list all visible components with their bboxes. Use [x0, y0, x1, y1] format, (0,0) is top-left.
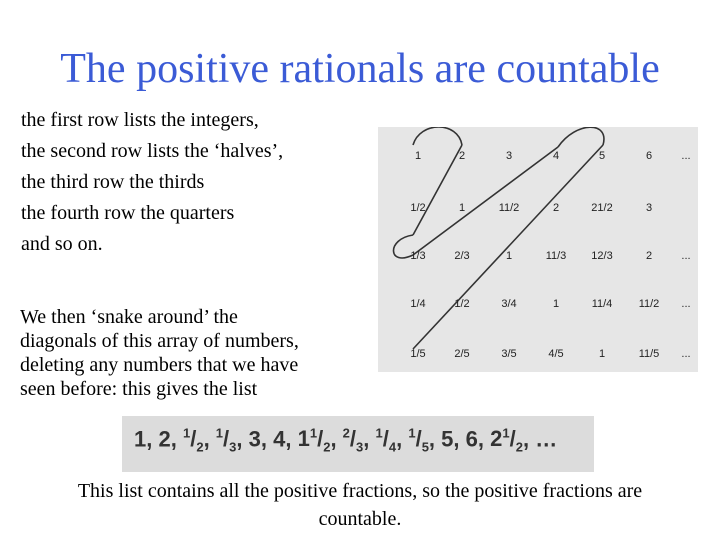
sequence-item: $^1/_4$: [375, 426, 397, 455]
sequence-item: $^2/_3$: [342, 426, 364, 455]
array-cell: 11/2: [498, 202, 520, 214]
sequence-item: $2^1/_2$: [490, 426, 523, 455]
array-cell: 1/5: [410, 348, 426, 360]
rationals-sequence: 1, 2, $^1/_2$, $^1/_3$, 3, 4, $1^1/_2$, $^2/_3$, $^1/_4$, $^1/_5$, 5, 6, $2^1/_2$, …: [134, 426, 558, 455]
array-cell: 11/4: [591, 298, 613, 310]
sequence-item: 1: [134, 426, 147, 452]
sequence-item: $1^1/_2$: [297, 426, 331, 455]
array-cell: 1: [505, 250, 513, 262]
array-cell: 1/2: [410, 202, 426, 214]
array-cell: 1/2: [454, 298, 470, 310]
array-cell: 2: [645, 250, 653, 262]
array-cell: 5: [598, 150, 606, 162]
array-cell: 3/5: [501, 348, 517, 360]
array-cell: ...: [681, 298, 691, 310]
sequence-item: $^1/_3$: [215, 426, 237, 455]
array-cell: 2/5: [454, 348, 470, 360]
array-cell: 1: [414, 150, 422, 162]
array-cell: 6: [645, 150, 653, 162]
snake-line: We then ‘snake around’ the: [20, 306, 238, 328]
conclusion: [0, 477, 720, 533]
snake-text: [20, 305, 360, 401]
array-cell: 21/2: [591, 202, 613, 214]
rationals-array-figure: [378, 127, 698, 372]
array-cell: 4/5: [548, 348, 564, 360]
sequence-item: $^1/_2$: [182, 426, 204, 455]
snake-line: seen before: this gives the list: [20, 378, 258, 400]
sequence-item: 6: [465, 426, 478, 452]
array-cell: 1/3: [410, 250, 426, 262]
intro-line: the fourth row the quarters: [21, 202, 235, 224]
sequence-item: 3: [248, 426, 261, 452]
array-cell: 3: [505, 150, 513, 162]
sequence-item: 4: [273, 426, 286, 452]
intro-line: and so on.: [21, 233, 103, 255]
slide-title: The positive rationals are countable: [60, 46, 660, 92]
array-cell: 12/3: [591, 250, 613, 262]
array-cell: ...: [681, 150, 691, 162]
array-cell: 2/3: [454, 250, 470, 262]
array-cell: 3: [645, 202, 653, 214]
intro-line: the third row the thirds: [21, 171, 205, 193]
snake-line: deleting any numbers that we have: [20, 354, 299, 376]
snake-line: diagonals of this array of numbers,: [20, 330, 299, 352]
sequence-item: 5: [441, 426, 454, 452]
array-cell: 1/4: [410, 298, 426, 310]
intro-line: the second row lists the ‘halves’,: [21, 140, 284, 162]
array-cell: 1: [598, 348, 606, 360]
array-cell: 11/2: [638, 298, 660, 310]
intro-text: [21, 105, 371, 260]
sequence-panel: [122, 416, 594, 472]
array-cell: 3/4: [501, 298, 517, 310]
array-cell: ...: [681, 250, 691, 262]
array-cell: 2: [552, 202, 560, 214]
array-cell: 2: [458, 150, 466, 162]
array-cell: 1: [552, 298, 560, 310]
sequence-ellipsis: …: [535, 426, 558, 452]
sequence-item: $^1/_5$: [408, 426, 429, 455]
intro-line: the first row lists the integers,: [21, 109, 259, 131]
conclusion-emphasis: countable.: [318, 508, 402, 530]
array-cell: 11/3: [545, 250, 567, 262]
array-cell: 11/5: [638, 348, 660, 360]
sequence-item: 2: [158, 426, 171, 452]
array-cell: 4: [552, 150, 560, 162]
array-cell: 1: [458, 202, 466, 214]
conclusion-line: This list contains all the positive fractions, so the positive fractions are: [77, 480, 643, 502]
array-cell: ...: [681, 348, 691, 360]
